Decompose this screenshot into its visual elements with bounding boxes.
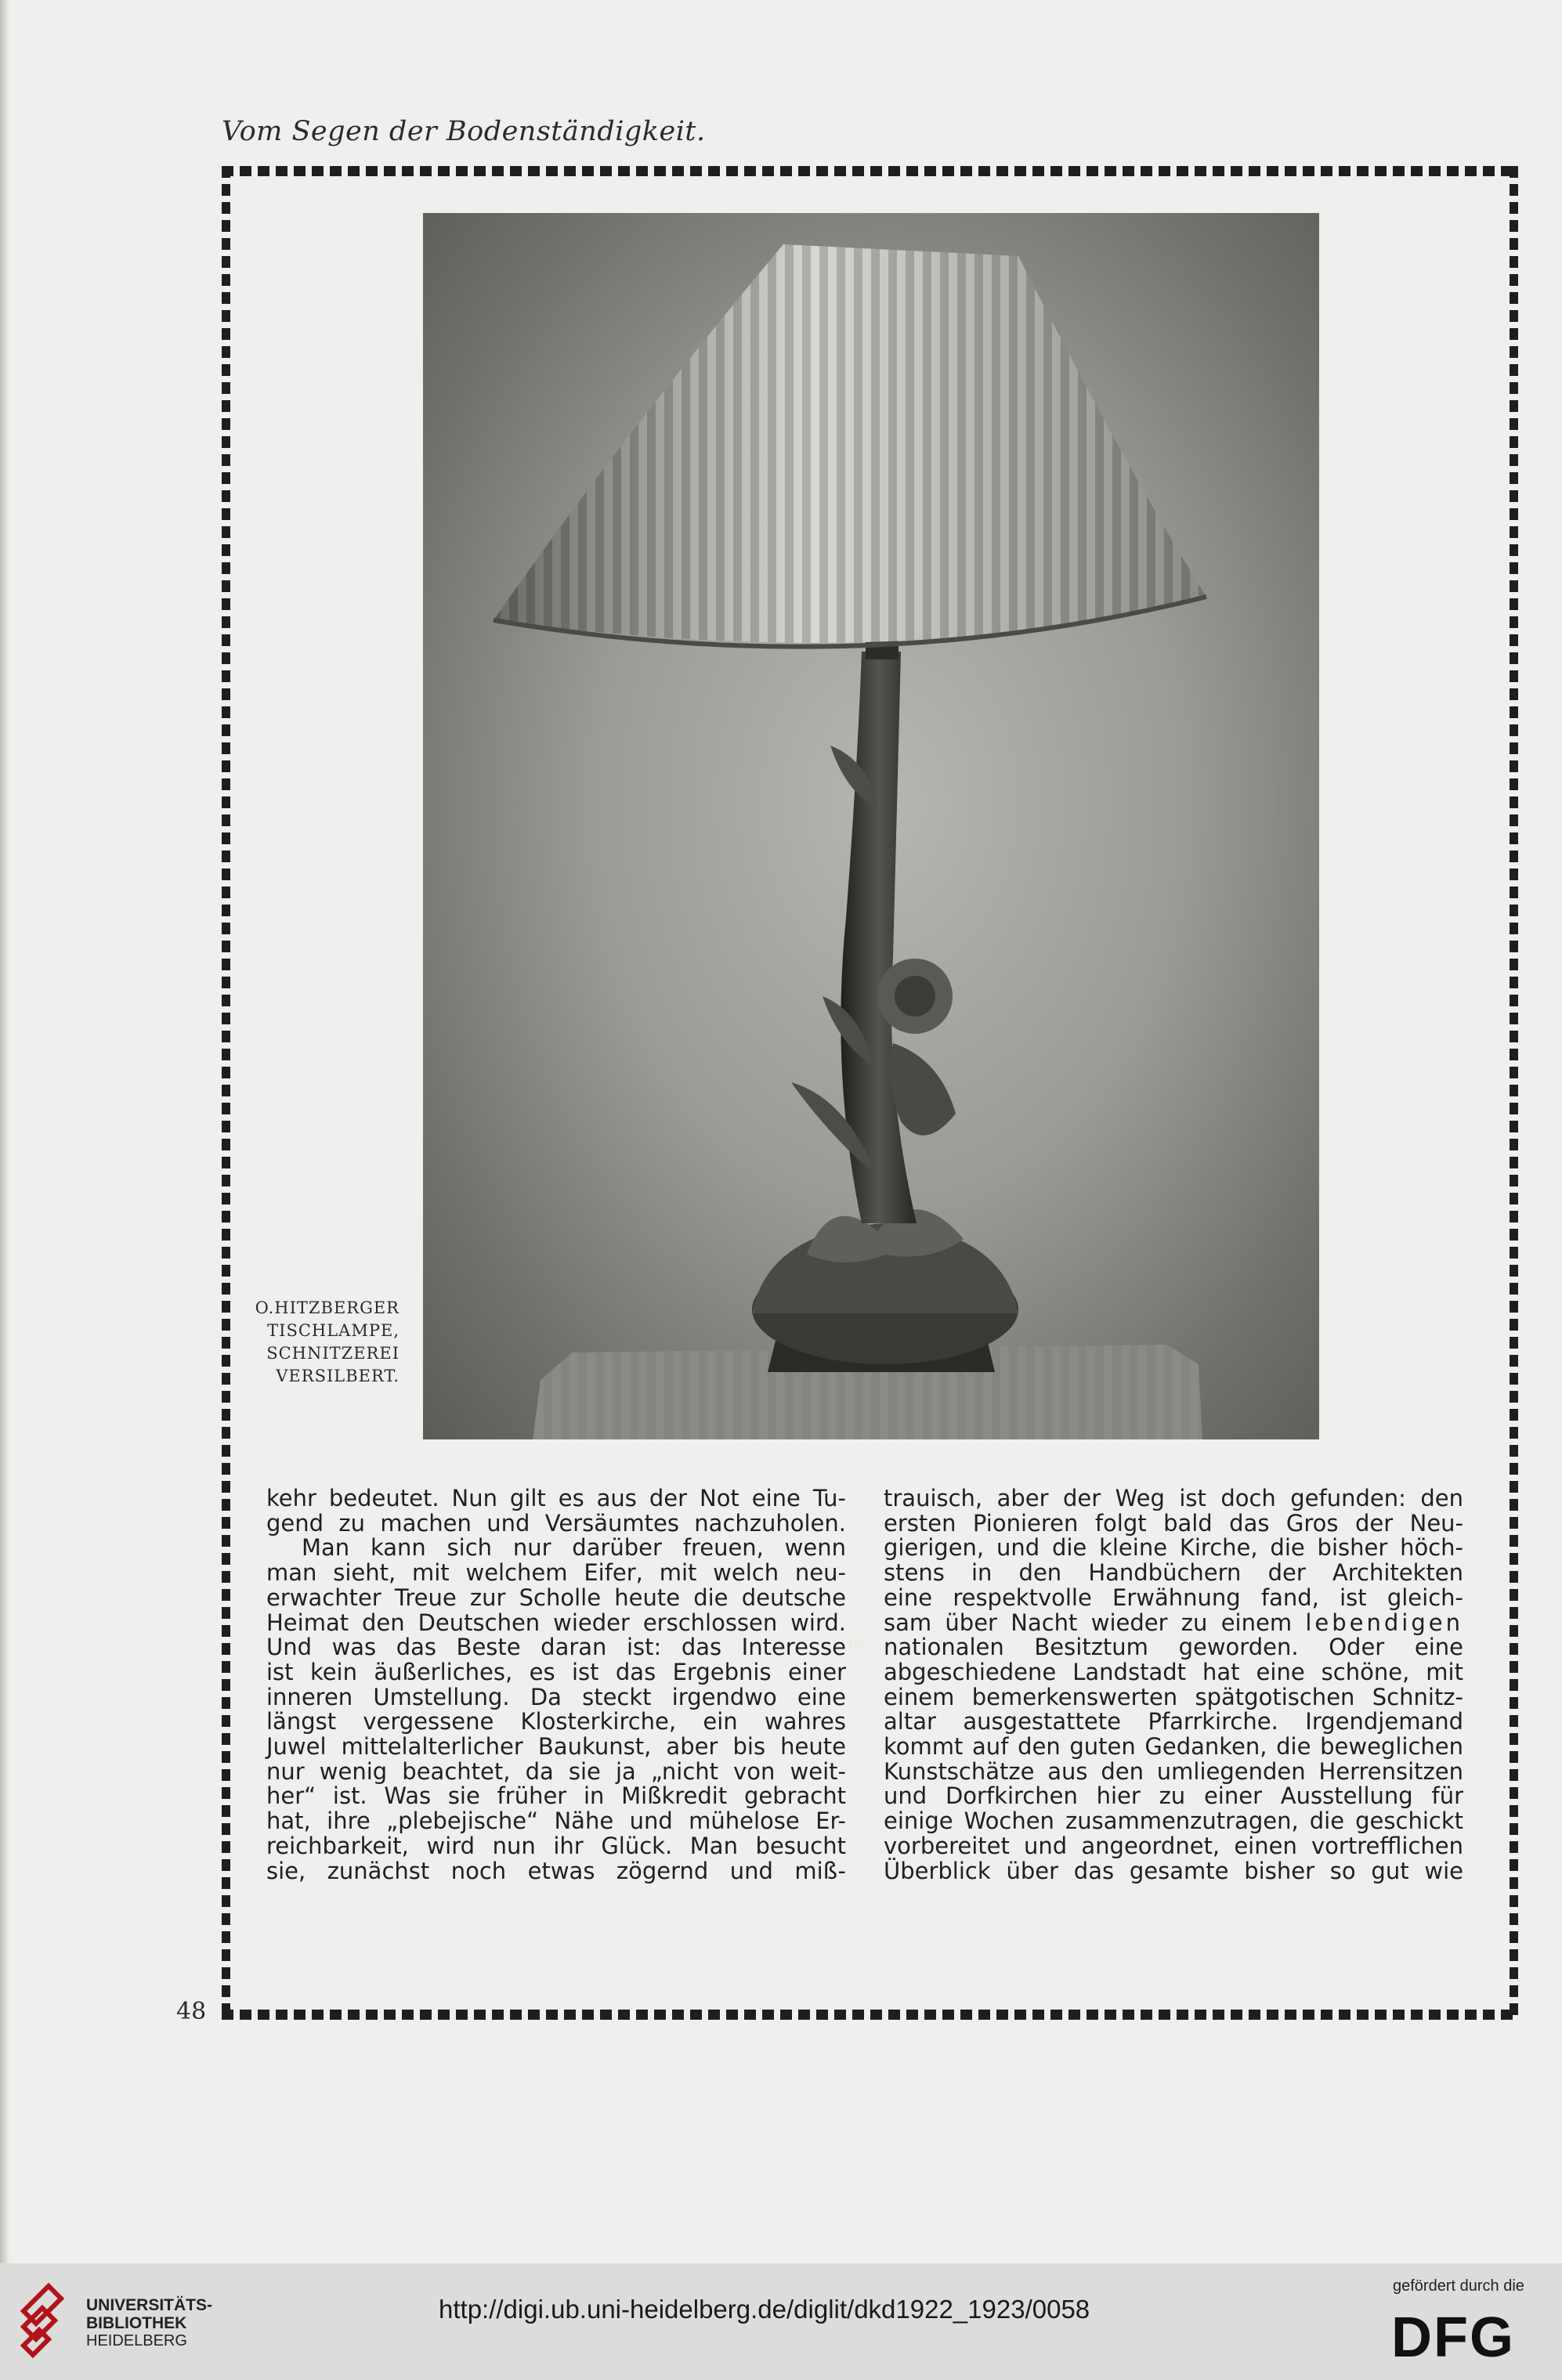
figure-caption xyxy=(235,1297,400,1388)
text-line xyxy=(884,1757,1463,1785)
text-line xyxy=(884,1536,1463,1561)
caption-line: O.HITZBERGER xyxy=(255,1298,400,1317)
text-line xyxy=(266,1859,846,1884)
frame-border-right xyxy=(1510,166,1518,2020)
text-line-content: Heimat den Deutschen wieder erschlossen wird. xyxy=(266,1609,846,1636)
text-line-content: her“ ist. Was sie früher in Mißkredit gebracht xyxy=(266,1782,846,1810)
text-line xyxy=(266,1660,846,1685)
text-line xyxy=(884,1809,1463,1834)
text-line xyxy=(884,1611,1463,1636)
emphasized-word: lebendigen xyxy=(1305,1609,1463,1636)
text-line-content: gierigen, und die kleine Kirche, die bisher höch- xyxy=(884,1534,1463,1562)
text-line xyxy=(884,1784,1463,1809)
text-line-content: vorbereitet und angeordnet, einen vortrefflichen xyxy=(884,1832,1463,1859)
text-line xyxy=(266,1536,846,1561)
text-line xyxy=(884,1486,1463,1511)
text-line-content: gend zu machen und Versäumtes nachzuholen. xyxy=(266,1509,846,1537)
text-line-content: eine respektvolle Erwähnung fand, ist gleich- xyxy=(884,1584,1463,1611)
text-line-content: ist kein äußerliches, es ist das Ergebnis einer xyxy=(266,1658,846,1685)
caption-line: SCHNITZEREI xyxy=(266,1344,400,1363)
text-line xyxy=(266,1635,846,1660)
frame-border-bottom xyxy=(222,2010,1518,2020)
text-line-content: nationalen Besitztum geworden. Oder eine xyxy=(884,1634,1463,1661)
text-line-content: Kunstschätze aus den umliegenden Herrensitzen xyxy=(884,1757,1463,1785)
text-line-content: erwachter Treue zur Scholle heute die deutsche xyxy=(266,1584,846,1611)
document-url-link[interactable]: http://digi.ub.uni-heidelberg.de/diglit/dkd1922_1923/0058 xyxy=(439,2295,1090,2324)
text-line xyxy=(884,1859,1463,1884)
text-line-content: längst vergessene Klosterkirche, ein wahres xyxy=(266,1708,846,1735)
text-line-content: trauisch, aber der Weg ist doch gefunden: den xyxy=(884,1485,1463,1511)
text-line xyxy=(884,1735,1463,1760)
photographer-monogram: MR xyxy=(849,1640,864,1651)
library-name[interactable] xyxy=(86,2296,212,2350)
page-number: 48 xyxy=(176,1998,207,2025)
text-line-content: hat, ihre „plebejische“ Nähe und mühelose Er- xyxy=(266,1808,846,1835)
text-line xyxy=(884,1635,1463,1660)
text-line xyxy=(266,1735,846,1760)
caption-line: TISCHLAMPE, xyxy=(267,1321,400,1340)
page-edge-shadow xyxy=(0,0,9,2263)
text-line xyxy=(266,1611,846,1636)
text-line xyxy=(266,1834,846,1859)
text-line-content: inneren Umstellung. Da steckt irgendwo eine xyxy=(266,1683,846,1710)
frame-border-top xyxy=(222,166,1518,176)
text-line-content: nur wenig beachtet, da sie ja „nicht von weit- xyxy=(266,1757,846,1785)
text-line-content: abgeschiedene Landstadt hat eine schöne, mit xyxy=(884,1658,1463,1685)
text-line-content: reichbarkeit, wird nun ihr Glück. Man besucht xyxy=(266,1832,846,1859)
library-name-line: BIBLIOTHEK xyxy=(86,2314,187,2332)
text-line xyxy=(884,1710,1463,1735)
text-line xyxy=(266,1511,846,1537)
text-line-content: sie, zunächst noch etwas zögernd und miß- xyxy=(266,1857,846,1884)
text-line xyxy=(266,1784,846,1809)
text-line-content: einige Wochen zusammenzutragen, die geschickt xyxy=(884,1808,1463,1835)
text-line-content: stens in den Handbüchern der Architekten xyxy=(884,1559,1463,1587)
text-column-right xyxy=(884,1486,1463,1883)
caption-line: VERSILBERT. xyxy=(276,1367,400,1385)
frame-border-left xyxy=(222,166,230,2020)
text-line-content: man sieht, mit welchem Eifer, mit welch neu- xyxy=(266,1559,846,1587)
text-line-content: einem bemerkenswerten spätgotischen Schnitz- xyxy=(884,1683,1463,1710)
text-line xyxy=(266,1710,846,1735)
text-line-content: Juwel mittelalterlicher Baukunst, aber bis heute xyxy=(266,1733,846,1761)
text-line-content: kehr bedeutet. Nun gilt es aus der Not eine Tu- xyxy=(266,1485,846,1511)
text-line xyxy=(266,1809,846,1834)
text-line xyxy=(266,1586,846,1611)
text-line-content: Und was das Beste daran ist: das Interesse xyxy=(266,1634,846,1661)
text-line xyxy=(266,1486,846,1511)
text-line-content: kommt auf den guten Gedanken, die beweglichen xyxy=(884,1733,1463,1761)
text-line xyxy=(266,1685,846,1710)
text-line xyxy=(884,1660,1463,1685)
running-head: Vom Segen der Bodenständigkeit. xyxy=(222,116,706,147)
dfg-logo[interactable]: DFG xyxy=(1391,2306,1515,2369)
text-line xyxy=(884,1586,1463,1611)
text-line-content: und Dorfkirchen hier zu einer Ausstellung für xyxy=(884,1782,1463,1810)
ub-heidelberg-logo-icon[interactable] xyxy=(17,2280,67,2366)
text-line-content: Überblick über das gesamte bisher so gut wie xyxy=(884,1857,1463,1884)
text-line xyxy=(884,1685,1463,1710)
text-line xyxy=(266,1561,846,1586)
text-line-content: altar ausgestattete Pfarrkirche. Irgendjemand xyxy=(884,1708,1463,1735)
text-line xyxy=(884,1511,1463,1537)
text-line-content: ersten Pionieren folgt bald das Gros der Neu- xyxy=(884,1509,1463,1537)
text-line-content: sam über Nacht wieder zu einem xyxy=(884,1609,1293,1636)
text-line xyxy=(884,1561,1463,1586)
text-column-left xyxy=(266,1486,846,1883)
text-line xyxy=(266,1757,846,1785)
library-name-line: UNIVERSITÄTS- xyxy=(86,2296,213,2314)
funding-label: gefördert durch die xyxy=(1393,2277,1524,2295)
text-line-content: Man kann sich nur darüber freuen, wenn xyxy=(302,1534,846,1562)
library-name-line: HEIDELBERG xyxy=(86,2332,187,2349)
table-lamp-illustration xyxy=(423,213,1319,1439)
text-line xyxy=(884,1834,1463,1859)
